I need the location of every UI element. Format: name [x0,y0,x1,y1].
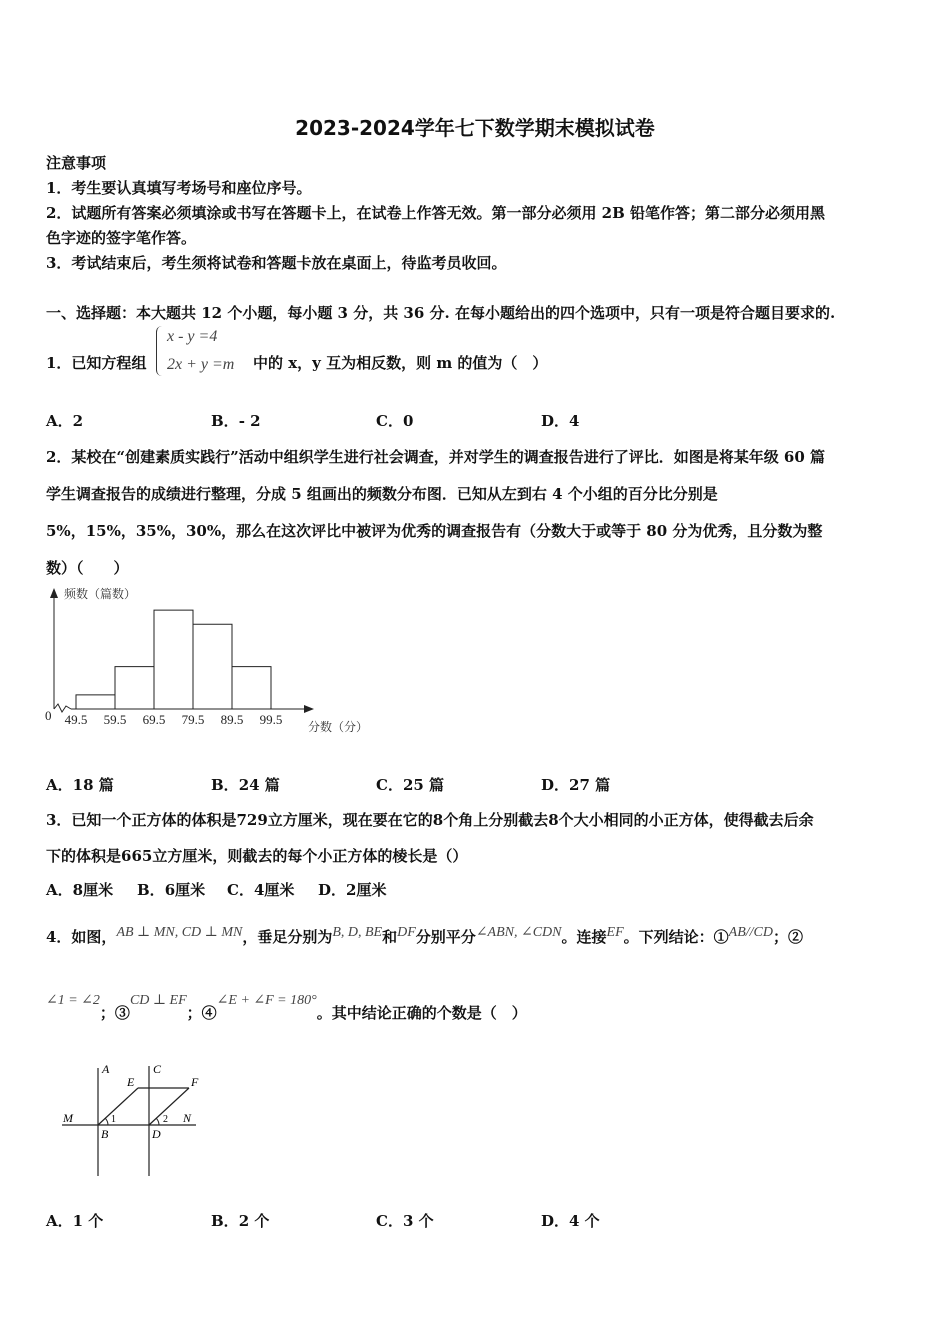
histogram-chart [38,582,388,742]
histogram-tick-labels [65,712,283,727]
histogram-bar [154,610,193,709]
notice-item: 1．考生要认真填写考场号和座位序号。 [46,179,312,197]
axis-break [54,704,71,712]
q4-option-d[interactable]: D．4 个 [541,1212,600,1230]
histogram-bars [76,610,271,709]
q2-line: 2．某校在“创建素质实践行”活动中组织学生进行社会调查，并对学生的调查报告进行了评比．如图是将某年级 60 篇 [46,448,826,466]
q4-math: CD ⊥ EF [129,993,187,1008]
q1-option-a[interactable]: A．2 [46,412,84,430]
label-m: M [63,1111,73,1125]
q4-math: ∠1 = ∠2 [46,993,100,1008]
label-angle-1: 1 [111,1114,116,1125]
q4-option-c[interactable]: C．3 个 [376,1212,434,1230]
q4-line-1: 4．如图，AB ⊥ MN, CD ⊥ MN，垂足分别为B, D, BE和DF分别平分∠ABN, ∠CDN。连接EF。下列结论：①AB//CD；② [46,925,804,946]
q3-option-a[interactable]: A．8厘米 [46,881,114,899]
histogram-bar [76,695,115,709]
q1-prefix: 1．已知方程组 [46,354,147,372]
q1-option-c[interactable]: C．0 [376,412,414,430]
histogram-bar [115,667,154,709]
q4-option-a[interactable]: A．1 个 [46,1212,104,1230]
x-axis-arrow [304,705,314,713]
label-d: D [152,1127,161,1141]
q1-suffix: 中的 x，y 互为相反数，则 m 的值为（ ） [253,354,548,372]
q4-line-2: ∠1 = ∠2；③CD ⊥ EF；④∠E + ∠F = 180°。其中结论正确的个数是（ ） [46,993,527,1022]
x-tick-label: 79.5 [181,712,205,727]
q1-equation-1: x - y =4 [167,328,218,345]
x-tick-label: 89.5 [220,712,244,727]
label-angle-2: 2 [163,1114,168,1125]
q2-option-b[interactable]: B．24 篇 [211,776,280,794]
label-f: F [191,1075,199,1089]
q1-option-b[interactable]: B．- 2 [211,412,261,430]
q1-equation-2: 2x + y =m [167,356,235,373]
q1-brace [156,326,165,376]
q3-option-b[interactable]: B．6厘米 [137,881,206,899]
angle-1-arc [105,1118,108,1125]
notice-heading: 注意事项 [46,154,107,172]
notice-item: 色字迹的签字笔作答。 [46,229,197,247]
q4-math: DF [397,925,416,940]
label-b: B [101,1127,109,1141]
q4-math: AB//CD [728,925,773,940]
y-axis-label: 频数（篇数） [64,587,137,601]
segment-be [98,1088,138,1125]
x-tick-label: 99.5 [259,712,283,727]
q4-math: B, D, BE [332,925,383,940]
q2-line: 数）（ ） [46,559,129,577]
q2-line: 学生调查报告的成绩进行整理，分成 5 组画出的频数分布图．已知从左到右 4 个小组的百分比分别是 [46,485,718,503]
geometry-figure [58,1058,208,1178]
q2-line: 5%，15%，35%，30%，那么在这次评比中被评为优秀的调查报告有（分数大于或等于 80 分为优秀，且分数为整 [46,522,823,540]
y-axis-arrow [50,588,58,598]
x-axis-label: 分数（分） [308,720,369,734]
label-c: C [153,1062,162,1076]
q4-option-b[interactable]: B．2 个 [211,1212,270,1230]
angle-2-arc [156,1118,159,1125]
origin-label: 0 [45,708,52,723]
q4-math: ∠ABN, ∠CDN [475,925,562,940]
x-tick-label: 59.5 [103,712,127,727]
q3-option-c[interactable]: C．4厘米 [227,881,295,899]
x-tick-label: 49.5 [64,712,88,727]
notice-item: 3．考试结束后，考生须将试卷和答题卡放在桌面上，待监考员收回。 [46,254,507,272]
section-heading: 一、选择题：本大题共 12 个小题，每小题 3 分，共 36 分. 在每小题给出的四个选项中，只有一项是符合题目要求的. [46,304,836,322]
q3-line-2: 下的体积是665立方厘米，则截去的每个小正方体的棱长是（） [46,847,468,865]
label-e: E [127,1075,135,1089]
label-a: A [102,1062,110,1076]
label-n: N [183,1111,192,1125]
q2-option-c[interactable]: C．25 篇 [376,776,445,794]
notice-item: 2．试题所有答案必须填涂或书写在答题卡上，在试卷上作答无效。第一部分必须用 2B 铅笔作答；第二部分必须用黑 [46,204,826,222]
q4-math: EF [606,925,624,940]
q1-option-d[interactable]: D．4 [541,412,580,430]
q4-math: ∠E + ∠F = 180° [216,993,317,1008]
q3-line-1: 3．已知一个正方体的体积是729立方厘米，现在要在它的8个角上分别截去8个大小相同的小正方体，使得截去后余 [46,811,814,829]
histogram-bar [193,624,232,709]
q3-option-d[interactable]: D．2厘米 [318,881,387,899]
histogram-bar [232,667,271,709]
q2-option-a[interactable]: A．18 篇 [46,776,114,794]
page-title: 2023-2024学年七下数学期末模拟试卷 [295,116,655,140]
q4-math: AB ⊥ MN, CD ⊥ MN [116,925,243,940]
x-tick-label: 69.5 [142,712,166,727]
q2-option-d[interactable]: D．27 篇 [541,776,611,794]
